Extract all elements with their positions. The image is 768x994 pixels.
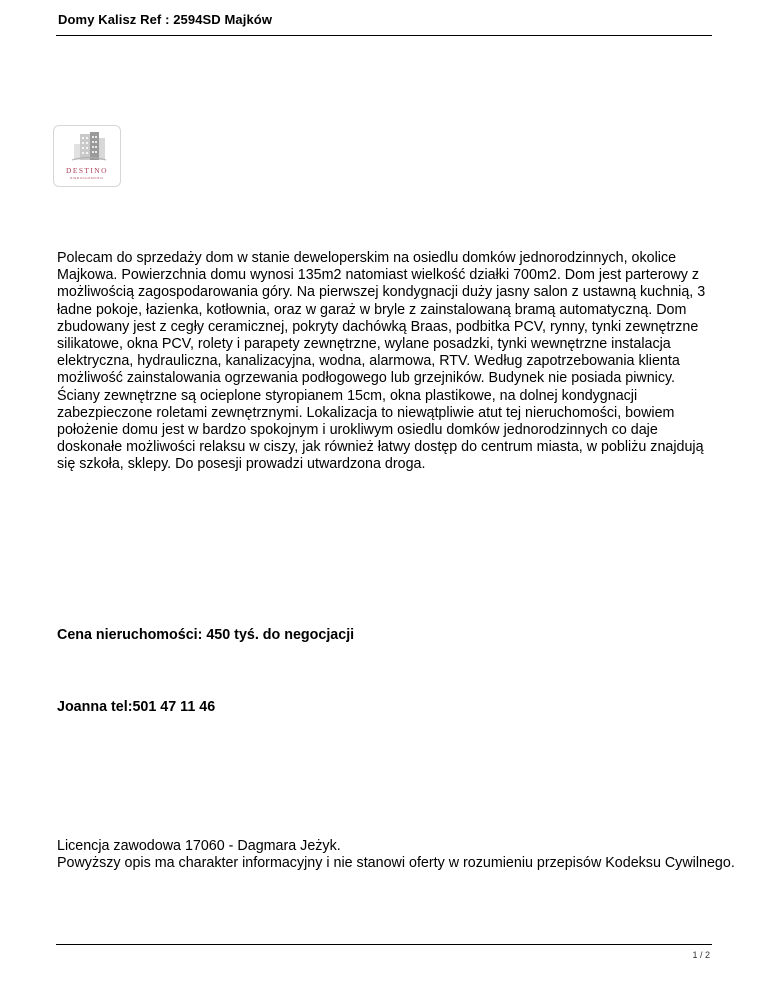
property-price: Cena nieruchomości: 450 tyś. do negocjacji [57,627,355,643]
license-note [57,838,735,872]
disclaimer-line: Powyższy opis ma charakter informacyjny i nie stanowi oferty w rozumieniu przepisów Kodeksu Cywilnego. [57,855,735,872]
page-number: 1 / 2 [692,950,710,960]
destino-logo [53,125,121,187]
license-line: Licencja zawodowa 17060 - Dagmara Jeżyk. [57,838,341,854]
logo-tagline: NIERUCHOMOŚCI [70,176,104,180]
logo-brand: DESTINO [66,166,108,175]
header-divider [56,35,712,36]
contact-info: Joanna tel:501 47 11 46 [57,699,216,715]
footer-divider [56,944,712,945]
property-description: Polecam do sprzedaży dom w stanie deweloperskim na osiedlu domków jednorodzinnych, okolice Majkowa. Powierzchnia domu wynosi 135m2 natomiast wielkość działki 700m2. Dom jest parterowy z możliwością zagospodarowania góry. Na pierwszej kondygnacji duży jasny salon z ustawną kuchnią, 3 ładne pokoje, łazienka, kotłownia, oraz w garaż w bryle z zainstalowaną bramą automatyczną. Dom zbudowany jest z cegły ceramicznej, pokryty dachówką Braas, podbitka PCV, rynny, tynki zewnętrzne silikatowe, okna PCV, rolety i parapety zewnętrzne, wylane posadzki, tynki wewnętrzne instalacja elektryczna, hydrauliczna, kanalizacyjna, wodna, alarmowa, RTV. Według zapotrzebowania klienta możliwość zainstalowania ogrzewania podłogowego lub grzejników. Budynek nie posiada piwnicy. Ściany zewnętrzne są ocieplone styropianem 15cm, okna plastikowe, na dolnej kondygnacji zabezpieczone roletami zewnętrznymi. Lokalizacja to niewątpliwie atut tej nieruchomości, bowiem położenie domu jest w bardzo spokojnym i urokliwym osiedlu domków jednorodzinnych co daje doskonałe możliwości relaksu w ciszy, jak również łatwy dostęp do centrum miasta, w pobliżu znajdują się szkoła, sklepy. Do posesji prowadzi utwardzona droga. [57,250,706,473]
page-header-title: Domy Kalisz Ref : 2594SD Majków [58,12,273,27]
